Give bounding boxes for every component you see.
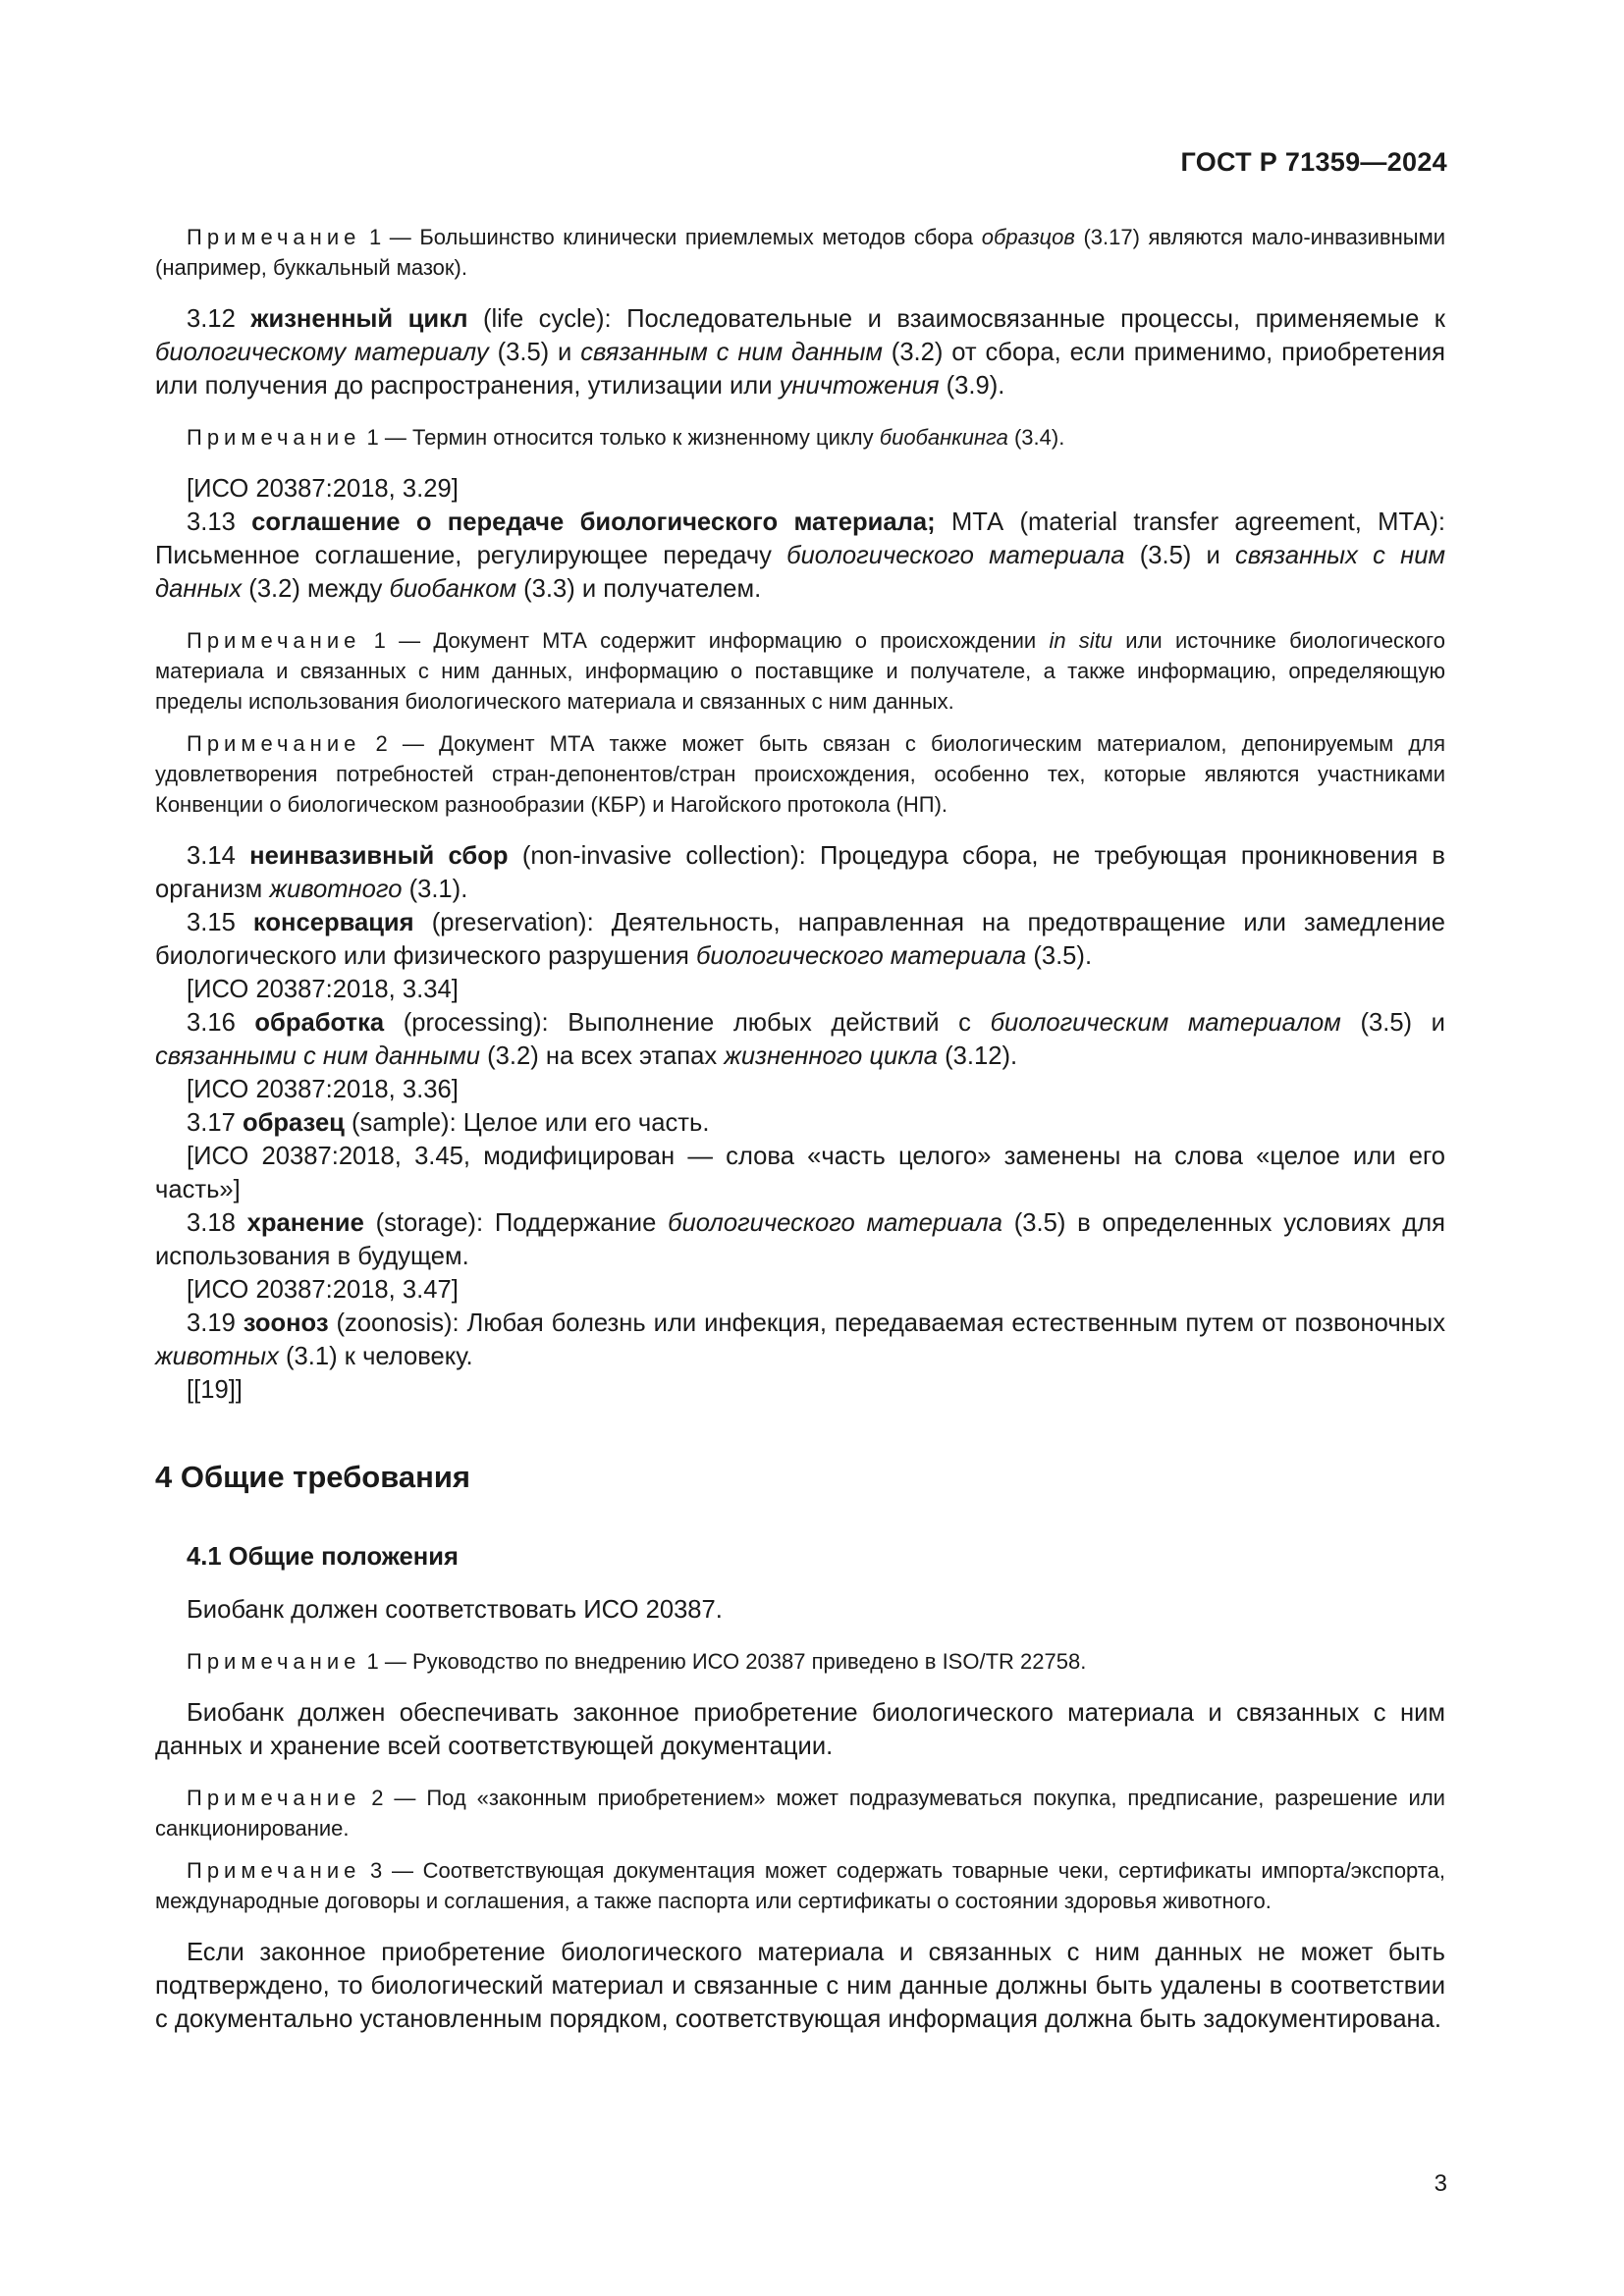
- term: неинвазивный сбор: [249, 842, 509, 870]
- note: Примечание 2 — Документ МТА также может быть связан с биологическим материалом, депонируемым для удовлетворения потребностей стран-депонентов/стран происхождения, особенно тех, которые являются участниками Конвенции о биологическом разнообразии (КБР) и Нагойского протокола (НП).: [155, 731, 1445, 817]
- definition-3-16: 3.16 обработка (processing): Выполнение любых действий с биологическим материалом (3.5) и связанными с ним данными (3.2) на всех этапах жизненного цикла (3.12).: [155, 1009, 1445, 1070]
- source-reference: [[19]]: [187, 1376, 243, 1404]
- document-id: ГОСТ Р 71359—2024: [1180, 147, 1447, 177]
- source-reference: [ИСО 20387:2018, 3.34]: [187, 976, 459, 1003]
- definition-3-12: 3.12 жизненный цикл (life cycle): Последовательные и взаимосвязанные процессы, применяемые к биологическому материалу (3.5) и связанным с ним данным (3.2) от сбора, если применимо, приобретения или получения до распространения, утилизации или уничтожения (3.9).: [155, 305, 1445, 400]
- page-number: 3: [1434, 2170, 1447, 2197]
- source-reference: [ИСО 20387:2018, 3.45, модифицирован — слова «часть целого» заменены на слова «целое или его часть»]: [155, 1143, 1445, 1203]
- note-label: Примечание: [187, 425, 361, 450]
- definition-3-18: 3.18 хранение (storage): Поддержание биологического материала (3.5) в определенных условиях для использования в будущем.: [155, 1209, 1445, 1270]
- note: Примечание 3 — Соответствующая документация может содержать товарные чеки, сертификаты импорта/экспорта, международные договоры и соглашения, а также паспорта или сертификаты о состоянии здоровья животного.: [155, 1858, 1445, 1913]
- term: соглашение о передаче биологического материала;: [251, 508, 936, 536]
- paragraph: Биобанк должен соответствовать ИСО 20387.: [187, 1596, 723, 1624]
- term: образец: [242, 1109, 345, 1137]
- section-heading: 4 Общие требования: [155, 1460, 470, 1494]
- term: зооноз: [243, 1309, 329, 1337]
- note-label: Примечание: [187, 628, 361, 653]
- definition-3-15: 3.15 консервация (preservation): Деятельность, направленная на предотвращение или замедление биологического или физического разрушения биологического материала (3.5).: [155, 909, 1445, 970]
- term: хранение: [246, 1209, 364, 1237]
- paragraph: Если законное приобретение биологического материала и связанных с ним данных не может быть подтверждено, то биологический материал и связанные с ним данные должны быть удалены в соответствии с документально установленным порядком, соответствующая информация должна быть задокументирована.: [155, 1939, 1445, 2033]
- note-label: Примечание: [187, 731, 361, 756]
- note: Примечание 1 — Большинство клинически приемлемых методов сбора образцов (3.17) являются мало-инвазивными (например, буккальный мазок).: [155, 225, 1445, 280]
- source-reference: [ИСО 20387:2018, 3.36]: [187, 1076, 459, 1103]
- source-reference: [ИСО 20387:2018, 3.29]: [187, 475, 459, 503]
- term: обработка: [254, 1009, 385, 1037]
- note: Примечание 1 — Руководство по внедрению ИСО 20387 приведено в ISO/TR 22758.: [187, 1649, 1087, 1674]
- definition-3-13: 3.13 соглашение о передаче биологического материала; МТА (material transfer agreement, МТА): Письменное соглашение, регулирующее передачу биологического материала (3.5) и связанных с ним данных (3.2) между биобанком (3.3) и получателем.: [155, 508, 1445, 603]
- subsection-heading: 4.1 Общие положения: [187, 1543, 459, 1571]
- note: Примечание 1 — Документ МТА содержит информацию о происхождении in situ или источнике биологического материала и связанных с ним данных, информацию о поставщике и получателе, а также информацию, определяющую пределы использования биологического материала и связанных с ним данных.: [155, 628, 1445, 714]
- note-label: Примечание: [187, 1786, 361, 1810]
- term: жизненный цикл: [250, 305, 468, 333]
- note-label: Примечание: [187, 1858, 361, 1883]
- note-label: Примечание: [187, 225, 361, 249]
- term: консервация: [252, 909, 414, 936]
- note-label: Примечание: [187, 1649, 361, 1674]
- definition-3-14: 3.14 неинвазивный сбор (non-invasive collection): Процедура сбора, не требующая проникновения в организм животного (3.1).: [155, 842, 1445, 903]
- definition-3-17: 3.17 образец (sample): Целое или его часть.: [187, 1109, 710, 1137]
- page-content: [155, 222, 1445, 2036]
- definition-3-19: 3.19 зооноз (zoonosis): Любая болезнь или инфекция, передаваемая естественным путем от позвоночных животных (3.1) к человеку.: [155, 1309, 1445, 1370]
- note: Примечание 1 — Термин относится только к жизненному циклу биобанкинга (3.4).: [187, 425, 1065, 450]
- note: Примечание 2 — Под «законным приобретением» может подразумеваться покупка, предписание, разрешение или санкционирование.: [155, 1786, 1445, 1841]
- paragraph: Биобанк должен обеспечивать законное приобретение биологического материала и связанных с ним данных и хранение всей соответствующей документации.: [155, 1699, 1445, 1760]
- source-reference: [ИСО 20387:2018, 3.47]: [187, 1276, 459, 1304]
